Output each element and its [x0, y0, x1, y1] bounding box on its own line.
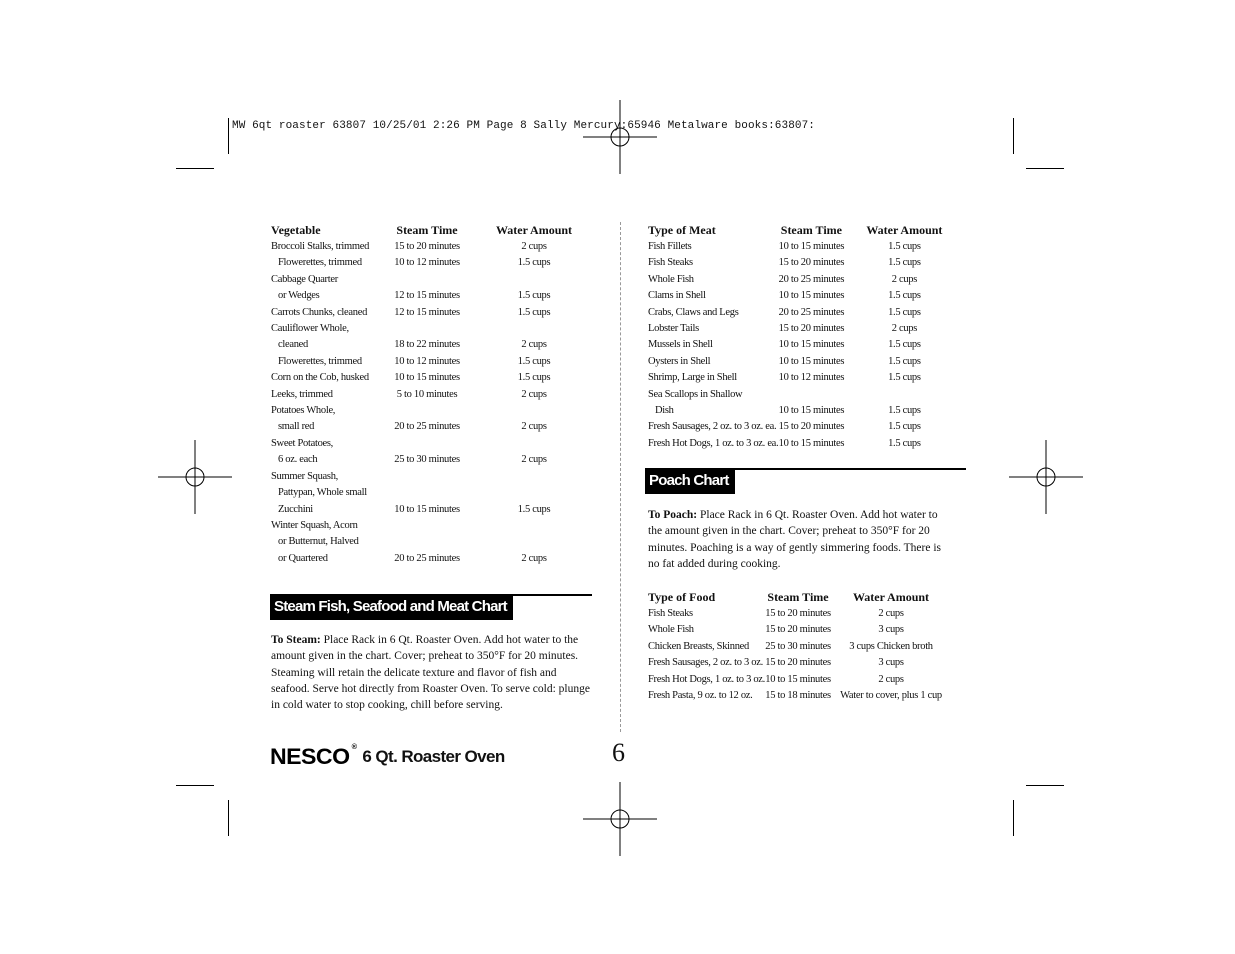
table-row — [648, 403, 964, 419]
steam-time-cell: 15 to 20 minutes — [394, 241, 460, 252]
water-amount-cell — [475, 534, 593, 550]
item-cell: cleaned — [278, 339, 308, 351]
table-row — [648, 672, 951, 688]
nesco-logo — [270, 744, 357, 770]
steam-time-cell: 10 to 15 minutes — [778, 241, 845, 252]
water-amount-cell: 1.5 cups — [888, 306, 921, 318]
poach-table — [648, 590, 951, 704]
steam-time-cell: 10 to 15 minutes — [394, 372, 460, 384]
header-steam-time: Steam Time — [780, 223, 842, 237]
water-amount-cell — [475, 485, 593, 501]
steam-time-cell: 10 to 15 minutes — [778, 405, 845, 417]
item-cell: Clams in Shell — [648, 290, 706, 302]
poach-lead: To Poach: — [648, 509, 698, 521]
steam-time-cell: 15 to 20 minutes — [765, 657, 831, 669]
item-cell: Winter Squash, Acorn — [271, 519, 358, 531]
item-cell: Cabbage Quarter — [271, 273, 338, 285]
item-cell: Fresh Pasta, 9 oz. to 12 oz. — [648, 690, 753, 702]
registration-mark-top — [583, 100, 657, 174]
table-row — [648, 272, 964, 288]
meat-table — [648, 223, 964, 452]
header-vegetable: Vegetable — [271, 223, 321, 237]
table-row — [648, 337, 964, 353]
table-row — [271, 321, 593, 337]
water-amount-cell — [475, 321, 593, 337]
water-amount-cell: 1.5 cups — [888, 290, 921, 302]
steam-time-cell: 15 to 20 minutes — [778, 257, 845, 269]
steam-time-cell — [379, 321, 475, 337]
item-cell: Fish Fillets — [648, 241, 692, 252]
water-amount-cell: 3 cups — [878, 624, 904, 636]
item-cell: small red — [278, 421, 315, 433]
header-type-of-food: Type of Food — [648, 590, 716, 604]
item-cell: Fresh Hot Dogs, 1 oz. to 3 oz. — [648, 673, 765, 685]
steam-instructions — [271, 632, 593, 713]
water-amount-cell — [844, 387, 964, 403]
crop-mark — [228, 800, 229, 836]
crop-mark — [176, 168, 214, 169]
print-slug: MW 6qt roaster 63807 10/25/01 2:26 PM Page 8 Sally Mercury:65946 Metalware books:63807: — [232, 120, 815, 132]
table-row — [648, 639, 951, 655]
registration-mark-bottom — [583, 782, 657, 856]
registration-mark-right — [1009, 440, 1083, 514]
steam-time-cell: 12 to 15 minutes — [394, 290, 460, 302]
table-row — [271, 419, 593, 435]
table-row — [271, 518, 593, 534]
table-row — [271, 239, 593, 255]
steam-time-cell: 20 to 25 minutes — [778, 273, 845, 285]
poach-table-body — [648, 606, 951, 704]
water-amount-cell: 1.5 cups — [517, 355, 551, 367]
steam-time-cell: 25 to 30 minutes — [765, 640, 831, 652]
water-amount-cell: 2 cups — [891, 273, 918, 285]
crop-mark — [1013, 118, 1014, 154]
item-cell: 6 oz. each — [278, 454, 318, 466]
steam-time-cell — [379, 436, 475, 452]
item-cell: Sweet Potatoes, — [271, 437, 333, 449]
table-row — [271, 403, 593, 419]
water-amount-cell: 1.5 cups — [888, 257, 921, 269]
vegetable-table-body — [271, 239, 593, 567]
item-cell: Cauliflower Whole, — [271, 323, 349, 335]
table-row — [271, 337, 593, 353]
steam-time-cell: 15 to 20 minutes — [765, 624, 831, 636]
water-amount-cell: 1.5 cups — [888, 339, 921, 351]
table-row — [271, 485, 593, 501]
table-row — [271, 551, 593, 567]
water-amount-cell: 1.5 cups — [517, 290, 551, 302]
item-cell: Broccoli Stalks, trimmed — [271, 241, 370, 252]
water-amount-cell — [475, 436, 593, 452]
water-amount-cell: 1.5 cups — [888, 421, 921, 433]
table-row — [648, 387, 964, 403]
steam-time-cell: 25 to 30 minutes — [394, 454, 460, 466]
table-row — [271, 502, 593, 518]
steam-time-cell — [379, 403, 475, 419]
water-amount-cell: 1.5 cups — [517, 257, 551, 269]
poach-chart — [648, 590, 951, 704]
header-steam-time: Steam Time — [396, 223, 458, 237]
crop-mark — [1026, 785, 1064, 786]
water-amount-cell: 2 cups — [521, 552, 547, 564]
steam-time-cell: 10 to 15 minutes — [778, 437, 845, 449]
poach-text: Place Rack in 6 Qt. Roaster Oven. Add hot water to the amount given in the chart. Cover; preheat to 350°F for 20 minutes. Poaching is a way of gently simmering foods. There is no fat added during cooking. — [648, 509, 941, 570]
table-row — [648, 688, 951, 704]
footer-brand — [270, 744, 505, 770]
item-cell: Flowerettes, trimmed — [278, 355, 362, 367]
steam-time-cell: 10 to 12 minutes — [394, 355, 460, 367]
steam-time-cell: 15 to 18 minutes — [765, 690, 831, 702]
crop-mark — [1026, 168, 1064, 169]
item-cell: Summer Squash, — [271, 470, 338, 482]
steam-time-cell — [379, 272, 475, 288]
item-cell: Whole Fish — [648, 273, 694, 285]
item-cell: Fresh Hot Dogs, 1 oz. to 3 oz. ea. — [648, 437, 779, 449]
water-amount-cell — [475, 469, 593, 485]
steam-time-cell: 10 to 12 minutes — [394, 257, 460, 269]
steam-time-cell: 18 to 22 minutes — [394, 339, 460, 351]
table-row — [271, 534, 593, 550]
item-cell: Oysters in Shell — [648, 355, 711, 367]
water-amount-cell: 2 cups — [878, 673, 904, 685]
water-amount-cell: Water to cover, plus 1 cup — [840, 690, 942, 702]
steam-time-cell: 10 to 15 minutes — [778, 355, 845, 367]
item-cell: Fish Steaks — [648, 608, 693, 619]
table-row — [271, 436, 593, 452]
steam-lead: To Steam: — [271, 634, 321, 646]
steam-time-cell — [379, 469, 475, 485]
table-row — [648, 436, 964, 452]
page-number: 6 — [612, 738, 625, 767]
water-amount-cell: 2 cups — [521, 388, 547, 400]
steam-time-cell: 10 to 15 minutes — [778, 290, 845, 302]
water-amount-cell: 3 cups — [878, 657, 904, 669]
item-cell: Pattypan, Whole small — [278, 487, 367, 499]
steam-section-title: Steam Fish, Seafood and Meat Chart — [270, 594, 513, 620]
item-cell: or Wedges — [278, 290, 320, 302]
steam-time-cell — [379, 485, 475, 501]
steam-time-cell: 15 to 20 minutes — [778, 421, 845, 433]
water-amount-cell: 3 cups Chicken broth — [849, 640, 933, 652]
table-row — [648, 370, 964, 386]
steam-time-cell: 10 to 15 minutes — [765, 673, 831, 685]
crop-mark — [1013, 800, 1014, 836]
header-water-amount: Water Amount — [866, 223, 943, 237]
table-row — [271, 255, 593, 271]
crop-mark — [176, 785, 214, 786]
table-row — [271, 452, 593, 468]
item-cell: or Butternut, Halved — [278, 536, 359, 548]
item-cell: Shrimp, Large in Shell — [648, 372, 737, 384]
steam-text: Place Rack in 6 Qt. Roaster Oven. Add hot water to the amount given in the chart. Cover; preheat to 350°F for 20 minutes. Steaming will retain the delicate texture and flavor of fish and seafood. Serve hot directly from Roaster Oven. To serve cold: plunge in cold water to stop cooking, chill before serving. — [271, 634, 590, 712]
registration-mark-left — [158, 440, 232, 514]
steam-time-cell: 20 to 25 minutes — [394, 552, 460, 564]
water-amount-cell: 2 cups — [891, 323, 918, 335]
steam-time-cell — [379, 534, 475, 550]
item-cell: Sea Scallops in Shallow — [648, 388, 743, 400]
steam-time-cell: 10 to 15 minutes — [778, 339, 845, 351]
steam-time-cell: 20 to 25 minutes — [778, 306, 845, 318]
steam-time-cell — [379, 518, 475, 534]
steam-time-cell: 10 to 12 minutes — [778, 372, 845, 384]
meat-chart — [648, 223, 964, 452]
item-cell: Fresh Sausages, 2 oz. to 3 oz. ea. — [648, 421, 777, 433]
water-amount-cell: 1.5 cups — [888, 405, 921, 417]
water-amount-cell — [475, 272, 593, 288]
water-amount-cell: 1.5 cups — [888, 241, 921, 252]
table-row — [648, 419, 964, 435]
item-cell: Carrots Chunks, cleaned — [271, 306, 368, 318]
crop-mark — [228, 118, 229, 154]
poach-section-header — [645, 468, 966, 494]
steam-section-header — [270, 594, 592, 620]
table-row — [648, 354, 964, 370]
item-cell: or Quartered — [278, 552, 328, 564]
item-cell: Zucchini — [278, 503, 313, 515]
table-row — [648, 239, 964, 255]
table-row — [271, 469, 593, 485]
item-cell: Flowerettes, trimmed — [278, 257, 362, 269]
poach-section-title: Poach Chart — [645, 468, 735, 494]
water-amount-cell: 1.5 cups — [517, 306, 551, 318]
table-row — [271, 354, 593, 370]
registered-mark: ® — [351, 744, 357, 751]
table-row — [648, 288, 964, 304]
water-amount-cell: 1.5 cups — [888, 437, 921, 449]
table-row — [648, 305, 964, 321]
table-row — [271, 272, 593, 288]
vegetable-table — [271, 223, 593, 567]
table-row — [648, 622, 951, 638]
header-type-of-meat: Type of Meat — [648, 223, 716, 237]
water-amount-cell — [475, 403, 593, 419]
header-water-amount: Water Amount — [852, 590, 930, 604]
table-row — [271, 387, 593, 403]
steam-time-cell: 5 to 10 minutes — [396, 388, 458, 400]
water-amount-cell: 2 cups — [521, 241, 547, 252]
brand-name: NESCO — [270, 744, 350, 769]
item-cell: Whole Fish — [648, 624, 694, 636]
item-cell: Crabs, Claws and Legs — [648, 306, 739, 318]
table-row — [648, 255, 964, 271]
water-amount-cell — [475, 518, 593, 534]
poach-instructions — [648, 507, 948, 572]
water-amount-cell: 2 cups — [878, 608, 904, 619]
water-amount-cell: 2 cups — [521, 421, 547, 433]
item-cell: Potatoes Whole, — [271, 405, 336, 417]
item-cell: Fish Steaks — [648, 257, 693, 269]
table-row — [648, 655, 951, 671]
column-divider — [620, 222, 621, 732]
table-row — [271, 288, 593, 304]
vegetable-chart — [271, 223, 593, 567]
table-row — [271, 370, 593, 386]
table-row — [271, 305, 593, 321]
water-amount-cell: 2 cups — [521, 454, 547, 466]
item-cell: Chicken Breasts, Skinned — [648, 640, 749, 652]
water-amount-cell: 1.5 cups — [517, 372, 551, 384]
water-amount-cell: 1.5 cups — [517, 503, 551, 515]
table-row — [648, 606, 951, 622]
product-name: 6 Qt. Roaster Oven — [362, 747, 505, 766]
item-cell: Lobster Tails — [648, 323, 699, 335]
header-steam-time: Steam Time — [767, 590, 829, 604]
water-amount-cell: 2 cups — [521, 339, 547, 351]
steam-time-cell: 10 to 15 minutes — [394, 503, 460, 515]
steam-time-cell: 20 to 25 minutes — [394, 421, 460, 433]
steam-time-cell: 12 to 15 minutes — [394, 306, 460, 318]
steam-time-cell — [778, 387, 844, 403]
water-amount-cell: 1.5 cups — [888, 355, 921, 367]
item-cell: Leeks, trimmed — [271, 388, 333, 400]
item-cell: Mussels in Shell — [648, 339, 713, 351]
meat-table-body — [648, 239, 964, 452]
steam-time-cell: 15 to 20 minutes — [778, 323, 845, 335]
water-amount-cell: 1.5 cups — [888, 372, 921, 384]
item-cell: Corn on the Cob, husked — [271, 372, 369, 384]
table-row — [648, 321, 964, 337]
item-cell: Dish — [655, 405, 674, 417]
steam-time-cell: 15 to 20 minutes — [765, 608, 831, 619]
item-cell: Fresh Sausages, 2 oz. to 3 oz. — [648, 657, 763, 669]
header-water-amount: Water Amount — [495, 223, 573, 237]
